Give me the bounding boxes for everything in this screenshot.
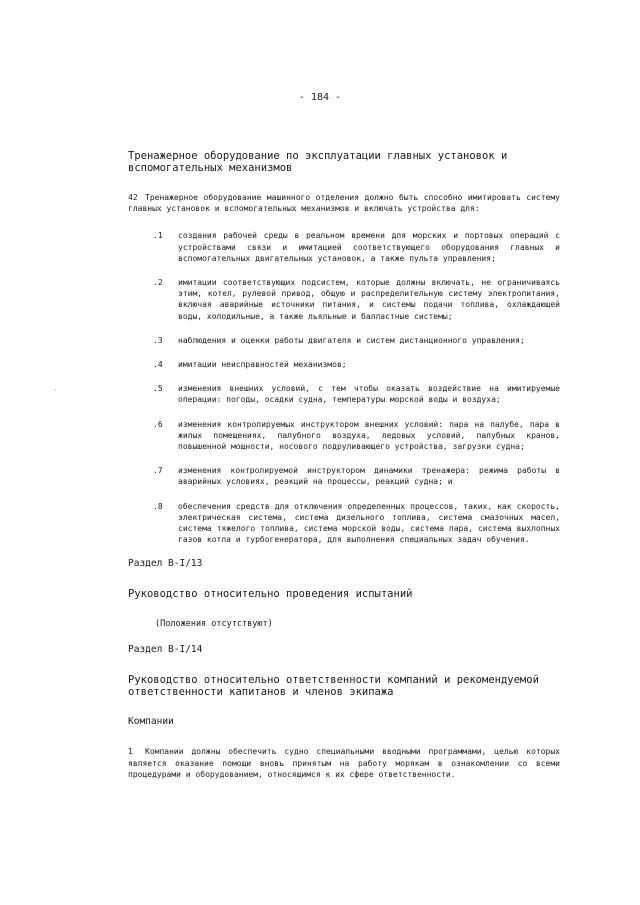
- list-marker: .4: [153, 360, 163, 370]
- list-item: [128, 277, 560, 322]
- list-item-text: имитации соответствующих подсистем, которые должны включать, не ограничиваясь этим, котел, рулевой привод, общую и распределительную систему электропитания, включая аварийные источники питания, и системы подачи топлива, охлаждающей воды, холодильные, а также льяльные и балластные системы;: [178, 278, 560, 321]
- list-item: [128, 230, 560, 264]
- paragraph-text: Тренажерное оборудование машинного отделения должно быть способно имитировать систему главных установок и вспомогательных механизмов и включать устройства для:: [128, 193, 560, 214]
- list-item-text: наблюдения и оценки работы двигателя и систем дистанционного управления;: [178, 335, 525, 345]
- section-heading-engine-room-simulator: Тренажерное оборудование по эксплуатации главных установок и вспомогательных механизмов: [128, 150, 508, 174]
- list-item: [128, 465, 560, 487]
- list-item-text: изменения контролируемой инструктором динамики тренажера: режима работы в аварийных условиях, реакций на процессы, реакций судна; и: [178, 466, 560, 487]
- list-marker: .1: [153, 231, 163, 241]
- document-body: [128, 150, 560, 796]
- list-marker: .8: [153, 501, 163, 511]
- list-marker: .7: [153, 466, 163, 476]
- capability-list: [128, 230, 560, 545]
- list-item: [128, 501, 560, 546]
- paragraph-number: 42: [128, 193, 138, 202]
- subheading-companies: Компании: [128, 716, 174, 728]
- list-item-text: создания рабочей среды в реальном времени для морских и портовых операций с устройствами связи и имитацией соответствующего оборудования главных и вспомогательных двигательных установок, а также пульта управления;: [178, 231, 560, 263]
- list-item-text: обеспечения средств для отключения определенных процессов, таких, как скорость, электрическая система, система дизельного топлива, система смазочных масел, система тяжелого топлива, система морской воды, система пара, система выхлопных газов котла и турбогенератора, для выполнения специальных задач обучения.: [178, 501, 560, 545]
- list-marker: .6: [153, 419, 163, 429]
- list-marker: .3: [153, 335, 163, 345]
- margin-mark: ·: [54, 387, 58, 394]
- paragraph-number: 1: [128, 747, 133, 757]
- list-item: [128, 335, 560, 346]
- paragraph-42: [128, 192, 560, 214]
- list-item: [128, 359, 560, 370]
- page-number: - 184 -: [298, 92, 342, 103]
- list-item: [128, 383, 560, 405]
- list-item-text: имитации неисправностей механизмов;: [178, 360, 347, 370]
- section-heading-responsibility-guidance: Руководство относительно ответственности компаний и рекомендуемой ответственности капитанов и членов экипажа: [128, 674, 539, 699]
- section-heading-testing-guidance: Руководство относительно проведения испытаний: [128, 588, 413, 601]
- provisions-absent-note: (Положения отсутствуют): [155, 619, 273, 630]
- paragraph-text: Компании должны обеспечить судно специальными вводными программами, целью которых является оказание помощи вновь принятым на работу морякам в ознакомлении со всеми процедурами и оборудованием, относящимся к их сфере ответственности.: [128, 747, 560, 779]
- section-label-b-i-13: Раздел B-I/13: [128, 558, 203, 570]
- section-label-b-i-14: Раздел B-I/14: [128, 644, 203, 656]
- list-marker: .5: [153, 384, 163, 394]
- list-item-text: изменения контролируемых инструктором внешних условий: пара на палубе, пара в жилых помещениях, палубного воздуха, ледовых условий, палубных кранов, повышенной мощности, носового подруливающего устройства, загрузки судна;: [178, 419, 560, 452]
- list-item: [128, 419, 560, 453]
- paragraph-1: [128, 746, 560, 780]
- list-marker: .2: [153, 278, 163, 288]
- list-item-text: изменения внешних условий, с тем чтобы оказать воздействие на имитируемые операции: погоды, осадки судна, температуры морской воды и воздуха;: [178, 384, 560, 405]
